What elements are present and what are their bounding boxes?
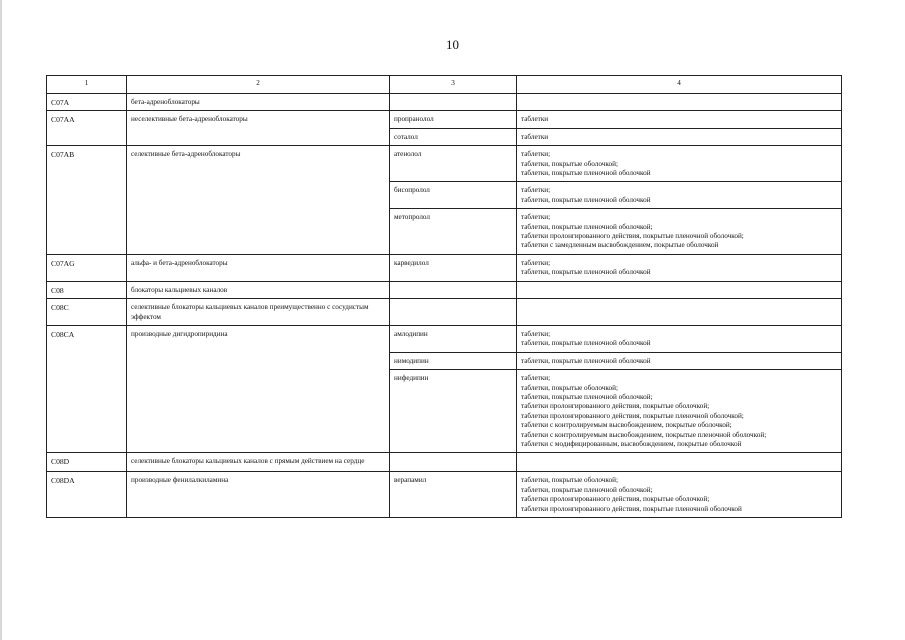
dosage-form-line: таблетки	[521, 132, 549, 141]
dosage-form-line: таблетки, покрытые пленочной оболочкой;	[521, 485, 653, 494]
dosage-form-line: таблетки пролонгированного действия, покрытые оболочкой;	[521, 495, 710, 504]
dosage-forms-cell	[517, 146, 842, 182]
dosage-forms-cell	[517, 281, 842, 298]
dosage-form-line: таблетки, покрытые пленочной оболочкой;	[521, 222, 653, 231]
dosage-form-line: таблетки;	[521, 150, 551, 159]
atc-code-cell: C07AA	[47, 111, 127, 146]
drug-name-cell: атенолол	[390, 146, 517, 182]
header-cell-3: 3	[390, 76, 517, 94]
page-number: 10	[446, 37, 459, 52]
drug-name-cell	[390, 453, 517, 472]
table-row	[47, 94, 842, 111]
dosage-form-line: таблетки;	[521, 186, 551, 195]
header-row	[47, 76, 842, 94]
group-name-cell	[127, 453, 390, 472]
atc-code-cell: C07AG	[47, 254, 127, 281]
group-name-text: бета-адреноблокаторы	[131, 98, 200, 106]
table-body	[47, 76, 842, 518]
atc-code-cell: C07A	[47, 94, 127, 111]
table-row	[47, 325, 842, 352]
dosage-form-line: таблетки с замедленным высвобождением, покрытые оболочкой	[521, 241, 719, 250]
drug-name-cell: соталол	[390, 128, 517, 145]
group-name-cell	[127, 299, 390, 326]
group-name-cell	[127, 146, 390, 255]
drug-name-cell: пропранолол	[390, 111, 517, 128]
drug-name-cell	[390, 299, 517, 326]
dosage-form-line: таблетки, покрытые оболочкой;	[521, 383, 618, 392]
drug-name-cell: амлодипин	[390, 325, 517, 352]
group-name-cell	[127, 472, 390, 518]
dosage-form-line: таблетки с модифицированным, высвобождением, покрытые оболочкой	[521, 439, 742, 448]
atc-code-cell: C08	[47, 281, 127, 298]
group-name-cell	[127, 94, 390, 111]
table-row	[47, 254, 842, 281]
dosage-forms-cell	[517, 299, 842, 326]
dosage-forms-cell	[517, 94, 842, 111]
atc-code-cell: C08C	[47, 299, 127, 326]
dosage-forms-cell	[517, 453, 842, 472]
dosage-forms-cell	[517, 325, 842, 352]
drug-name-cell: карведилол	[390, 254, 517, 281]
atc-code-cell: C07AB	[47, 146, 127, 255]
dosage-form-line: таблетки	[521, 115, 549, 124]
dosage-form-line: таблетки;	[521, 213, 551, 222]
dosage-form-line: таблетки, покрытые пленочной оболочкой	[521, 169, 651, 178]
group-name-cell	[127, 281, 390, 298]
dosage-forms-cell	[517, 352, 842, 369]
table-row	[47, 146, 842, 182]
table-row	[47, 281, 842, 298]
dosage-form-line: таблетки, покрытые оболочкой;	[521, 159, 618, 168]
group-name-text: селективные бета-адреноблокаторы	[131, 150, 241, 159]
dosage-forms-cell	[517, 182, 842, 209]
drug-name-cell: метопролол	[390, 209, 517, 255]
drug-name-cell	[390, 94, 517, 111]
dosage-forms-cell	[517, 472, 842, 518]
header-cell-4: 4	[517, 76, 842, 94]
dosage-form-line: таблетки с контролируемым высвобождением, покрытые пленочной оболочкой;	[521, 430, 767, 439]
group-name-text: блокаторы кальциевых каналов	[131, 285, 228, 294]
scan-left-edge	[0, 0, 2, 640]
atc-code-cell: C08D	[47, 453, 127, 472]
group-name-cell	[127, 325, 390, 452]
table-row	[47, 453, 842, 472]
dosage-form-line: таблетки пролонгированного действия, покрытые пленочной оболочкой;	[521, 232, 744, 241]
dosage-form-line: таблетки, покрытые пленочной оболочкой	[521, 339, 651, 348]
group-name-text: альфа- и бета-адреноблокаторы	[131, 258, 228, 267]
dosage-form-line: таблетки;	[521, 258, 551, 267]
group-name-text: производные дигидропиридина	[131, 329, 228, 338]
dosage-forms-cell	[517, 128, 842, 145]
atc-code-cell: C08DA	[47, 472, 127, 518]
dosage-form-line: таблетки, покрытые оболочкой;	[521, 476, 618, 485]
header-cell-2: 2	[127, 76, 390, 94]
drug-classification-table	[46, 75, 842, 518]
table-row	[47, 111, 842, 128]
dosage-form-line: таблетки пролонгированного действия, покрытые пленочной оболочкой;	[521, 411, 744, 420]
group-name-text: селективные блокаторы кальциевых каналов с прямым действием на сердце	[131, 457, 365, 466]
dosage-form-line: таблетки;	[521, 374, 551, 383]
dosage-form-line: таблетки, покрытые пленочной оболочкой	[521, 195, 651, 204]
dosage-forms-cell	[517, 209, 842, 255]
dosage-forms-cell	[517, 254, 842, 281]
dosage-form-line: таблетки пролонгированного действия, покрытые оболочкой;	[521, 402, 710, 411]
drug-name-cell: нимодипин	[390, 352, 517, 369]
dosage-forms-cell	[517, 111, 842, 128]
group-name-text: производные фенилалкиламина	[131, 476, 229, 485]
drug-name-cell: бисопролол	[390, 182, 517, 209]
drug-name-cell	[390, 281, 517, 298]
dosage-form-line: таблетки, покрытые пленочной оболочкой;	[521, 392, 653, 401]
table-row	[47, 299, 842, 326]
dosage-form-line: таблетки пролонгированного действия, покрытые пленочной оболочкой	[521, 504, 742, 513]
dosage-form-line: таблетки с контролируемым высвобождением, покрытые оболочкой;	[521, 421, 732, 430]
header-cell-1: 1	[47, 76, 127, 94]
table-row	[47, 472, 842, 518]
group-name-cell	[127, 254, 390, 281]
dosage-form-line: таблетки;	[521, 329, 551, 338]
group-name-text: неселективные бета-адреноблокаторы	[131, 115, 248, 124]
group-name-text: селективные блокаторы кальциевых каналов преимущественно с сосудистым эффектом	[131, 303, 369, 321]
drug-name-cell: нифедипин	[390, 370, 517, 453]
dosage-form-line: таблетки, покрытые пленочной оболочкой	[521, 268, 651, 277]
group-name-cell	[127, 111, 390, 146]
dosage-form-line: таблетки, покрытые пленочной оболочкой	[521, 356, 651, 365]
dosage-forms-cell	[517, 370, 842, 453]
drug-name-cell: верапамил	[390, 472, 517, 518]
atc-code-cell: C08CA	[47, 325, 127, 452]
